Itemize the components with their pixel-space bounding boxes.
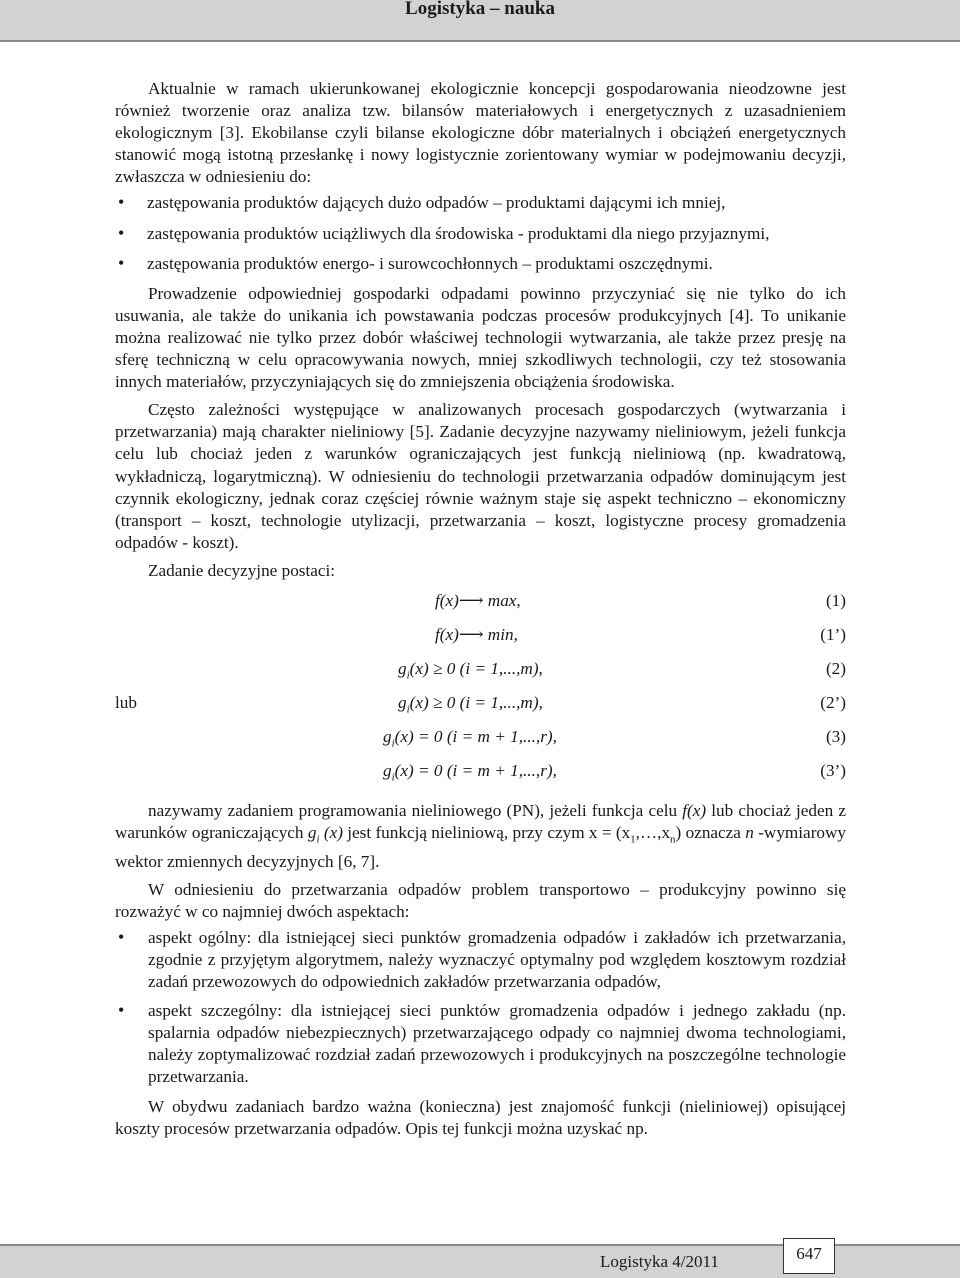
running-header — [0, 0, 960, 42]
journal-issue: Logistyka 4/2011 — [600, 1252, 719, 1271]
article-body — [115, 78, 846, 1140]
equation-1-prime — [115, 620, 846, 654]
equation-number: (2’) — [820, 692, 846, 712]
page-number: 647 — [783, 1238, 835, 1274]
list-item: • aspekt ogólny: dla istniejącej sieci punktów gromadzenia odpadów i zakładów ich przetwarzania, zgodnie z przyjętym algorytmem, należy wyznaczyć optymalny pod względem kosztowym rozdział zadań przewozowych do odpowiednich zakładów przetwarzania odpadów, — [115, 927, 846, 993]
list-item: • zastępowania produktów energo- i surowcochłonnych – produktami oszczędnymi. — [115, 253, 846, 275]
equation-2-prime — [115, 688, 846, 722]
equation-number: (2) — [825, 658, 846, 678]
paragraph-4: nazywamy zadaniem programowania nieliniowego (PN), jeżeli funkcja celu f(x) lub chociaż jeden z warunków ograniczających $g_i$ (x) jest funkcją nieliniową, przy czym $x = (x_1,\dots,x_n)$ oznacza n -wymiarowy wektor zmiennych decyzyjnych [6, 7]. — [115, 800, 847, 871]
equation-expression: $g_i(x) \ge 0$ (i = 1,...,m), — [398, 692, 543, 716]
list-item: • zastępowania produktów uciążliwych dla środowiska - produktami dla niego przyjaznymi, — [115, 223, 846, 245]
header-title: Logistyka – nauka — [405, 0, 555, 19]
paragraph-6: W obydwu zadaniach bardzo ważna (konieczna) jest znajomość funkcji (nieliniowej) opisującej koszty procesów przetwarzania odpadów. Opis tej funkcji można uzyskać np. — [115, 1096, 846, 1138]
equation-2 — [115, 654, 846, 688]
equation-number: (3) — [825, 726, 846, 746]
list-item: • aspekt szczególny: dla istniejącej sieci punktów gromadzenia odpadów i jednego zakładu (np. spalarnia odpadów niebezpiecznych) przetwarzającego odpady co najmniej dwoma technologiami, należy zoptymalizować rozdział zadań przewozowych i produkcyjnych na poszczególne technologie przetwarzania. — [115, 1000, 846, 1088]
paragraph-1: Aktualnie w ramach ukierunkowanej ekologicznie koncepcji gospodarowania nieodzowne jest również tworzenie oraz analiza tzw. bilansów materiałowych i energetycznych z uzasadnieniem ekologicznym [3]. Ekobilanse czyli bilanse ekologiczne dóbr materialnych i obciążeń energetycznych stanowić mogą istotną przesłankę i nowy logistycznie zorientowany wymiar w podejmowaniu decyzji, zwłaszcza w odniesieniu do: — [115, 79, 846, 187]
lub-label: lub — [115, 692, 137, 712]
equation-number: (1’) — [820, 624, 846, 644]
equation-number: (1) — [825, 590, 846, 610]
paragraph-3: Często zależności występujące w analizowanych procesach gospodarczych (wytwarzania i przetwarzania) mają charakter nieliniowy [5]. Zadanie decyzyjne nazywamy nieliniowym, jeżeli funkcja celu lub chociaż jeden z warunków ograniczających jest funkcją nieliniową (np. kwadratową, wykładniczą, logarytmiczną). W odniesieniu do technologii przetwarzania odpadów dominującym jest czynnik ekologiczny, jednak coraz częściej równie ważnym staje się aspekt techniczno – ekonomiczny (transport – koszt, technologie utylizacji, przetwarzania – koszt, logistyczne procesy gromadzenia odpadów - koszt). — [115, 400, 846, 552]
equation-block — [115, 586, 846, 790]
bullet-list-1 — [115, 192, 846, 274]
equation-3-prime — [115, 756, 846, 790]
equation-number: (3’) — [820, 760, 846, 780]
paragraph-2: Prowadzenie odpowiedniej gospodarki odpadami powinno przyczyniać się nie tylko do ich usuwania, ale także do unikania ich powstawania podczas procesów produkcyjnych [4]. To unikanie można realizować nie tylko przez dobór właściwej technologii wytwarzania, ale także przez presję na sferę techniczną w celu opracowywania nowych, mniej szkodliwych technologii, czy też stosowania innych materiałów, przyczyniających się do zmniejszenia obciążenia środowiska. — [115, 283, 846, 392]
bullet-list-2 — [115, 927, 846, 1089]
task-intro: Zadanie decyzyjne postaci: — [148, 560, 336, 580]
equation-expression: $g_i(x) = 0$ (i = m + 1,...,r), — [383, 760, 557, 784]
equation-expression: f(x)⟶ max, — [435, 590, 521, 610]
equation-expression: $g_i(x) = 0$ (i = m + 1,...,r), — [383, 726, 557, 750]
list-item: • zastępowania produktów dających dużo odpadów – produktami dającymi ich mniej, — [115, 192, 846, 214]
equation-3 — [115, 722, 846, 756]
equation-expression: $g_i(x) \ge 0$ (i = 1,...,m), — [398, 658, 543, 682]
equation-1 — [115, 586, 846, 620]
paragraph-5: W odniesieniu do przetwarzania odpadów problem transportowo – produkcyjny powinno się rozważyć w co najmniej dwóch aspektach: — [115, 879, 846, 921]
equation-expression: f(x)⟶ min, — [435, 624, 518, 644]
